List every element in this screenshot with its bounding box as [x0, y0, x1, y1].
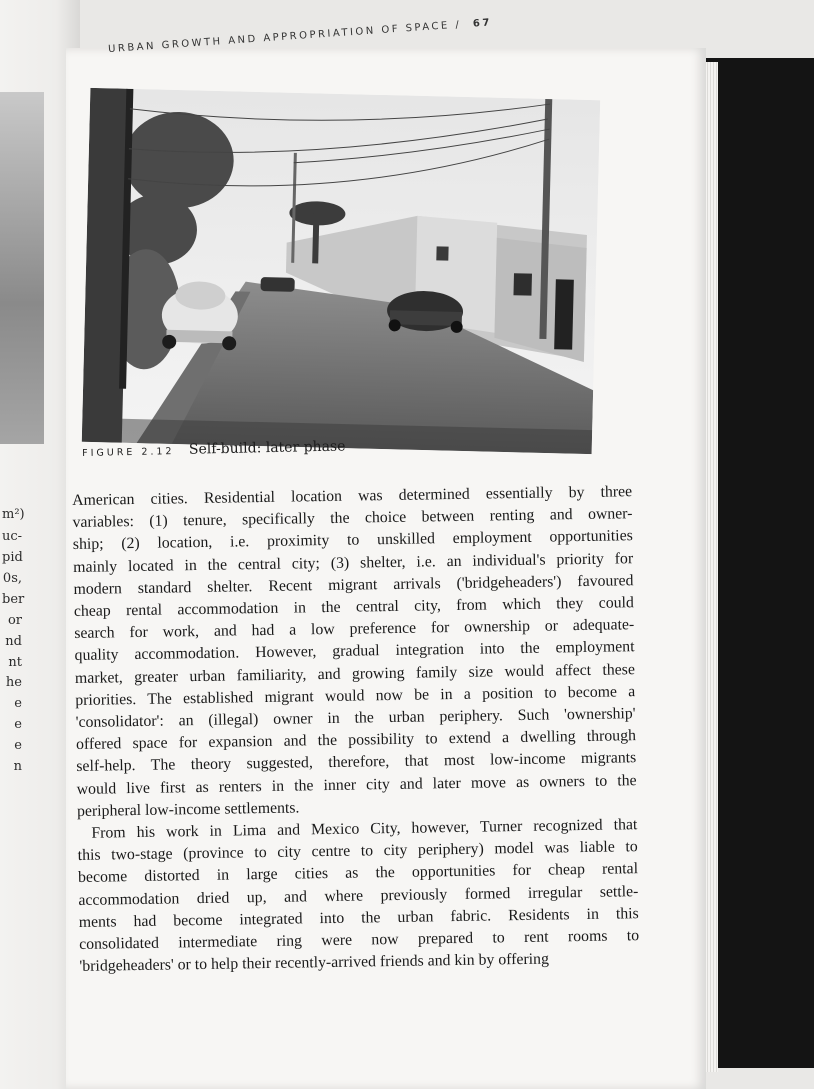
body-text-line: accommodation dried up, and where previously formed irregular settle- — [78, 882, 639, 909]
street-photograph — [82, 88, 600, 454]
body-text — [72, 481, 640, 978]
body-text-line: mainly located in the central city; (3) shelter, i.e. an individual's priority for — [73, 549, 634, 576]
body-text-line: search for work, and had a low preference for ownership or adequate- — [74, 616, 635, 643]
figure-caption-text: Self-build: later phase — [188, 438, 346, 458]
body-text-line: ments had become integrated into the urban fabric. Residents in this — [78, 905, 639, 931]
left-page-fragment: nt — [8, 655, 22, 670]
body-text-line: this two-stage (province to city centre to city periphery) model was liable to — [77, 838, 638, 865]
body-text-line: quality accommodation. However, gradual integration into the employment — [74, 638, 635, 665]
body-text-line: peripheral low-income settlements. — [76, 799, 300, 820]
body-text-line: would live first as renters in the inner city and later move as owners to the — [76, 771, 637, 798]
body-text-line: ship; (2) location, i.e. proximity to unskilled employment opportunities — [72, 527, 633, 554]
left-page-fragment: m²) — [2, 507, 25, 522]
left-page-photo-edge — [0, 92, 44, 444]
body-text-line: self-help. The theory suggested, therefore, that most low-income migrants — [76, 749, 637, 776]
figure-label: FIGURE 2.12 — [82, 446, 175, 459]
body-text-line: 'consolidator': an (illegal) owner in the urban periphery. Such 'ownership' — [75, 705, 636, 732]
body-text-line: variables: (1) tenure, specifically the choice between renting and owner- — [72, 505, 633, 532]
left-page-fragment: ber — [2, 592, 25, 607]
body-text-line: market, greater urban familiarity, and growing family size would affect these — [74, 660, 636, 687]
left-page-fragment: pid — [2, 550, 23, 565]
left-page-fragment: e — [14, 696, 22, 711]
left-page-fragment: e — [14, 738, 22, 753]
body-text-line: offered space for expansion and the possibility to extend a dwelling through — [75, 727, 637, 754]
body-text-line: priorities. The established migrant would now be in a position to become a — [75, 683, 636, 709]
left-page-fragment: nd — [5, 634, 22, 649]
left-page-fragment: 0s, — [2, 571, 22, 586]
body-text-line: 'bridgeheaders' or to help their recently-arrived friends and kin by offering — [79, 950, 550, 976]
left-page-fragment: n — [13, 759, 22, 774]
paragraph-start-line: From his work in Lima and Mexico City, however, Turner recognized that — [91, 816, 638, 842]
running-head-title: URBAN GROWTH AND APPROPRIATION OF SPACE — [107, 20, 451, 56]
left-page-fragment: uc- — [2, 529, 23, 544]
left-page-fragment: e — [14, 717, 22, 732]
page-number: 67 — [472, 17, 493, 30]
body-text-line: cheap rental accommodation in the central city, from which they could — [73, 594, 634, 620]
left-page-fragment: he — [5, 675, 22, 690]
body-text-line: modern standard shelter. Recent migrant arrivals ('bridgeheaders') favoured — [73, 572, 634, 598]
body-text-line: become distorted in large cities as the opportunities for cheap rental — [77, 860, 639, 887]
running-head-separator: / — [455, 19, 462, 31]
body-text-line: consolidated intermediate ring were now prepared to rent rooms to — [79, 927, 640, 954]
left-page-fragment: or — [7, 613, 22, 628]
body-text-line: American cities. Residential location was determined essentially by three — [72, 483, 633, 509]
